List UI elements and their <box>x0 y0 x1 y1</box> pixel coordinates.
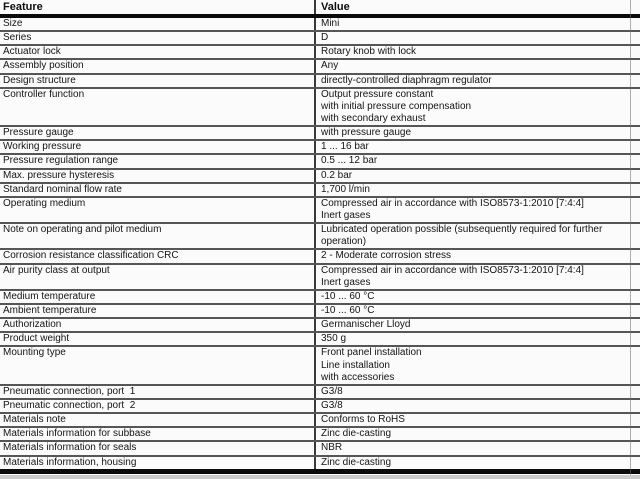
value-line: Germanischer Lloyd <box>321 319 411 331</box>
value-cell <box>315 45 640 59</box>
value-line: Zinc die-casting <box>321 428 392 440</box>
feature-label: Materials note <box>3 414 66 426</box>
feature-label: Materials information, housing <box>3 456 137 468</box>
value-cell <box>315 223 640 249</box>
table-body <box>0 16 640 471</box>
value-cell <box>315 197 640 223</box>
feature-label: Materials information for seals <box>3 442 137 454</box>
feature-cell <box>0 249 315 263</box>
feature-label: Assembly position <box>3 60 84 72</box>
value-line: 2 - Moderate corrosion stress <box>321 250 452 262</box>
feature-label: Air purity class at output <box>3 264 110 276</box>
feature-cell <box>0 45 315 59</box>
value-line: Any <box>321 60 339 72</box>
value-cell <box>315 74 640 88</box>
feature-cell <box>0 31 315 45</box>
feature-cell <box>0 264 315 290</box>
table-row <box>0 249 640 263</box>
feature-label: Product weight <box>3 333 70 345</box>
feature-cell <box>0 154 315 168</box>
value-line: G3/8 <box>321 385 343 397</box>
table-row <box>0 31 640 45</box>
feature-cell <box>0 74 315 88</box>
value-line: operation) <box>321 236 367 248</box>
value-cell <box>315 126 640 140</box>
feature-label: Corrosion resistance classification CRC <box>3 250 179 262</box>
value-cell <box>315 264 640 290</box>
feature-label: Design structure <box>3 74 76 86</box>
value-line: 1 ... 16 bar <box>321 141 369 153</box>
value-line: Rotary knob with lock <box>321 46 417 58</box>
value-line: NBR <box>321 442 343 454</box>
feature-cell <box>0 223 315 249</box>
table-header <box>0 0 640 16</box>
feature-cell <box>0 16 315 31</box>
value-cell <box>315 16 640 31</box>
feature-label: Pressure gauge <box>3 127 74 139</box>
value-line: Compressed air in accordance with ISO8573-1:2010 [7:4:4] <box>321 197 584 209</box>
value-line: Zinc die-casting <box>321 456 392 468</box>
value-cell <box>315 169 640 183</box>
feature-cell <box>0 140 315 154</box>
table-row <box>0 126 640 140</box>
value-line: Inert gases <box>321 276 371 288</box>
table-row <box>0 183 640 197</box>
table-row <box>0 140 640 154</box>
value-line: Conforms to RoHS <box>321 414 405 426</box>
feature-cell <box>0 290 315 304</box>
feature-label: Authorization <box>3 319 62 331</box>
value-cell <box>315 318 640 332</box>
feature-cell <box>0 88 315 126</box>
feature-cell <box>0 456 315 472</box>
feature-label: Working pressure <box>3 141 82 153</box>
feature-label: Operating medium <box>3 197 86 209</box>
feature-label: Pneumatic connection, port 1 <box>3 385 136 397</box>
feature-cell <box>0 183 315 197</box>
value-line: Front panel installation <box>321 347 422 359</box>
value-line: Output pressure constant <box>321 88 434 100</box>
feature-cell <box>0 399 315 413</box>
value-line: Inert gases <box>321 209 371 221</box>
feature-cell <box>0 413 315 427</box>
feature-label: Standard nominal flow rate <box>3 183 122 195</box>
value-cell <box>315 441 640 455</box>
feature-label: Max. pressure hysteresis <box>3 169 115 181</box>
table-row <box>0 154 640 168</box>
value-line: directly-controlled diaphragm regulator <box>321 74 492 86</box>
table-row <box>0 74 640 88</box>
value-line: with initial pressure compensation <box>321 100 472 112</box>
feature-cell <box>0 197 315 223</box>
table-row <box>0 88 640 126</box>
table-row <box>0 16 640 31</box>
feature-cell <box>0 169 315 183</box>
value-cell <box>315 249 640 263</box>
value-cell <box>315 154 640 168</box>
feature-cell <box>0 441 315 455</box>
value-line: Lubricated operation possible (subsequently required for further <box>321 224 603 236</box>
value-line: Line installation <box>321 359 390 371</box>
feature-label: Pneumatic connection, port 2 <box>3 399 136 411</box>
table-row <box>0 399 640 413</box>
value-cell <box>315 59 640 73</box>
value-line: -10 ... 60 °C <box>321 304 375 316</box>
value-line: Compressed air in accordance with ISO8573-1:2010 [7:4:4] <box>321 264 584 276</box>
feature-label: Actuator lock <box>3 46 61 58</box>
feature-label: Controller function <box>3 88 85 100</box>
column-header-value: Value <box>315 0 640 16</box>
table-row <box>0 346 640 384</box>
feature-cell <box>0 427 315 441</box>
column-header-feature: Feature <box>0 0 315 16</box>
table-row <box>0 304 640 318</box>
value-line: G3/8 <box>321 399 343 411</box>
value-cell <box>315 31 640 45</box>
feature-cell <box>0 318 315 332</box>
header-row <box>0 0 640 16</box>
value-line: with pressure gauge <box>321 127 412 139</box>
value-cell <box>315 332 640 346</box>
table-row <box>0 197 640 223</box>
value-line: 350 g <box>321 333 347 345</box>
table-row <box>0 385 640 399</box>
value-line: 0.2 bar <box>321 169 353 181</box>
feature-label: Size <box>3 18 23 29</box>
table-row <box>0 264 640 290</box>
table-row <box>0 59 640 73</box>
table-row <box>0 441 640 455</box>
feature-label: Series <box>3 32 32 44</box>
value-line: D <box>321 32 329 44</box>
feature-cell <box>0 346 315 384</box>
value-line: 0.5 ... 12 bar <box>321 155 378 167</box>
feature-cell <box>0 304 315 318</box>
feature-label: Mounting type <box>3 347 66 359</box>
table-row <box>0 290 640 304</box>
value-line: Mini <box>321 18 340 29</box>
value-line: with accessories <box>321 371 395 383</box>
feature-label: Medium temperature <box>3 290 96 302</box>
value-cell <box>315 290 640 304</box>
value-cell <box>315 413 640 427</box>
feature-label: Materials information for subbase <box>3 428 151 440</box>
table-right-border <box>630 0 631 475</box>
value-cell <box>315 183 640 197</box>
value-line: 1,700 l/min <box>321 183 370 195</box>
value-cell <box>315 88 640 126</box>
table-row <box>0 169 640 183</box>
feature-cell <box>0 385 315 399</box>
value-line: -10 ... 60 °C <box>321 290 375 302</box>
feature-cell <box>0 59 315 73</box>
table-row <box>0 318 640 332</box>
feature-cell <box>0 126 315 140</box>
table-row <box>0 456 640 472</box>
value-cell <box>315 346 640 384</box>
value-cell <box>315 456 640 472</box>
table-row <box>0 332 640 346</box>
feature-cell <box>0 332 315 346</box>
table-row <box>0 427 640 441</box>
table-row <box>0 45 640 59</box>
value-cell <box>315 140 640 154</box>
value-cell <box>315 427 640 441</box>
page-bottom-margin <box>0 475 640 479</box>
value-cell <box>315 385 640 399</box>
value-line: with secondary exhaust <box>321 112 426 124</box>
value-cell <box>315 304 640 318</box>
value-cell <box>315 399 640 413</box>
feature-label: Ambient temperature <box>3 304 97 316</box>
feature-label: Pressure regulation range <box>3 155 119 167</box>
feature-label: Note on operating and pilot medium <box>3 224 162 236</box>
table-row <box>0 413 640 427</box>
table-row <box>0 223 640 249</box>
